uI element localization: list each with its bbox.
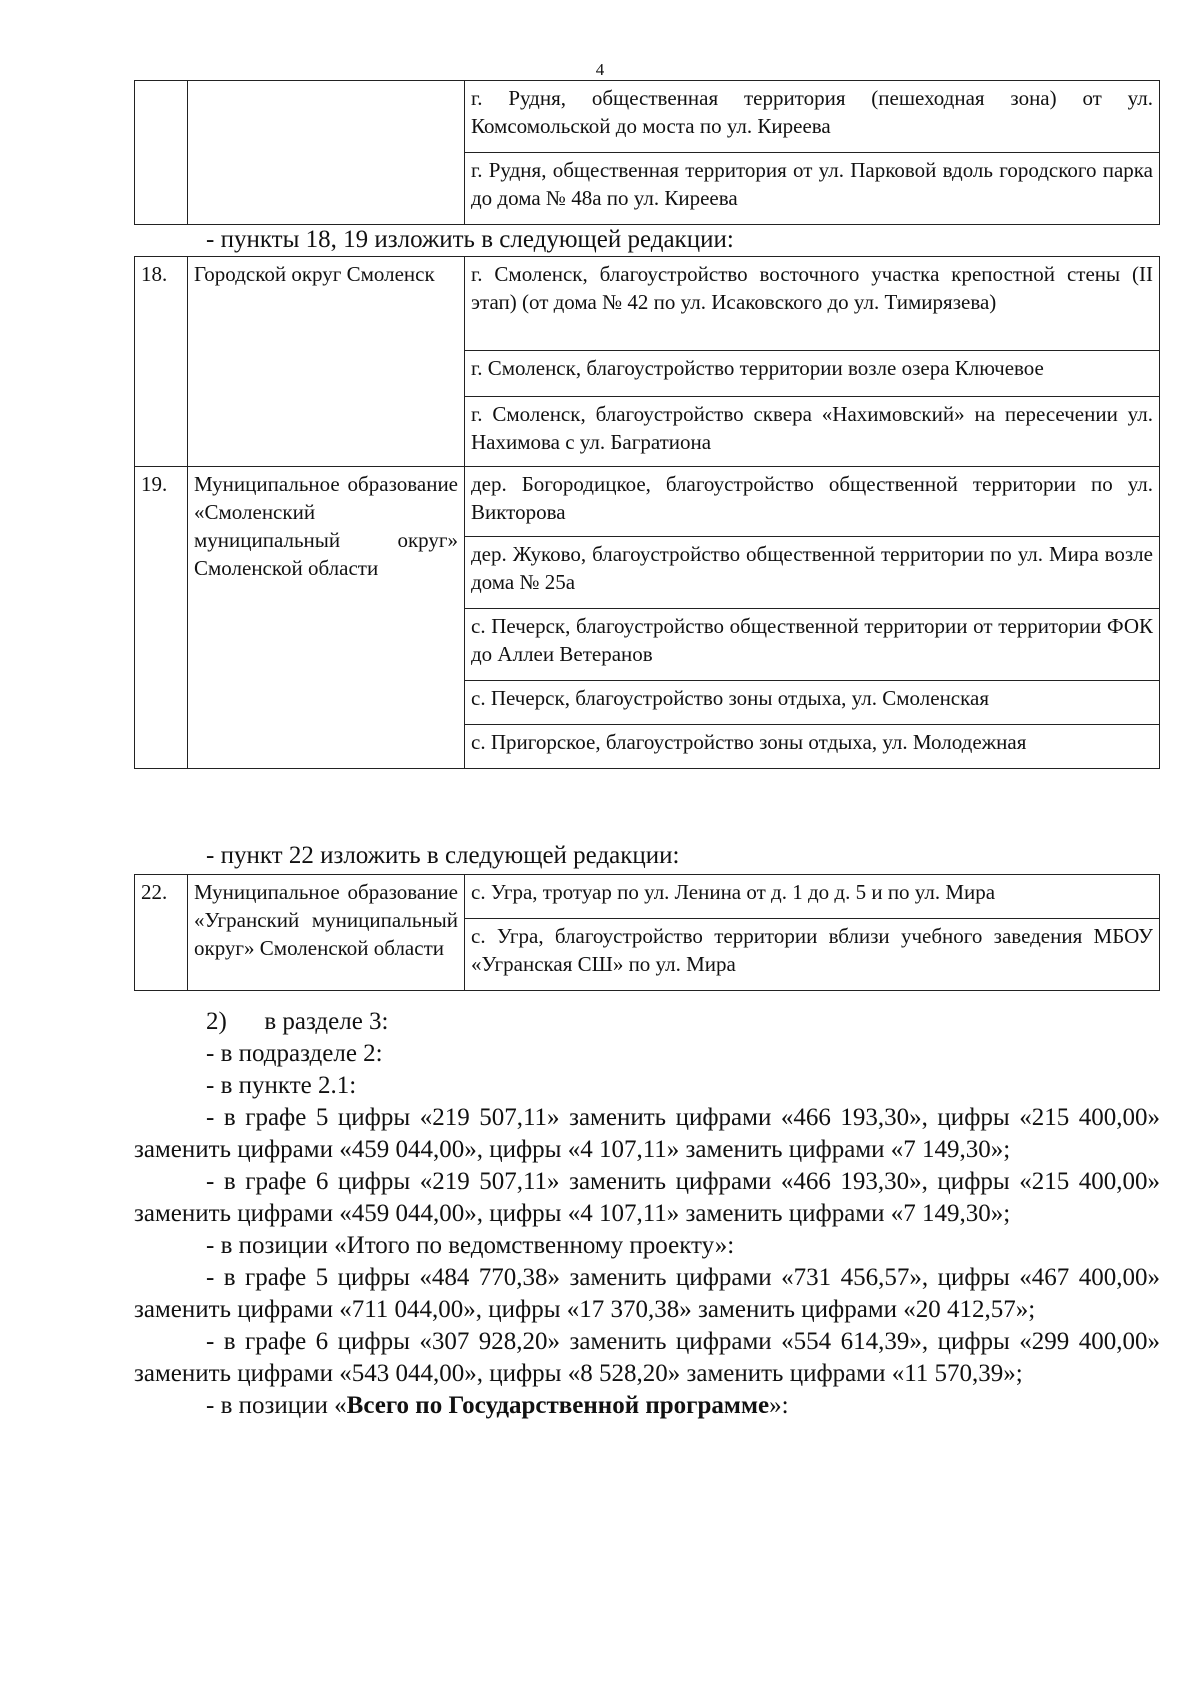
clause-line: - в пункте 2.1: bbox=[206, 1072, 357, 1099]
org-name: Муниципальное образование «Угранский муниципальный округ» Смоленской области bbox=[188, 875, 465, 991]
position-line-total bbox=[134, 1390, 1160, 1422]
bold-title: Всего по Государственной программе bbox=[346, 1392, 770, 1419]
territory-cell: г. Рудня, общественная территория (пешеходная зона) от ул. Комсомольской до моста по ул. Киреева bbox=[465, 81, 1160, 153]
paragraph: - в графе 6 цифры «307 928,20» заменить цифрами «554 614,39», цифры «299 400,00» заменить цифрами «543 044,00», цифры «8 528,20» заменить цифрами «11 570,39»; bbox=[134, 1328, 1160, 1387]
paragraph: - в графе 5 цифры «484 770,38» заменить цифрами «731 456,57», цифры «467 400,00» заменить цифрами «711 044,00», цифры «17 370,38» заменить цифрами «20 412,57»; bbox=[134, 1264, 1160, 1323]
num-cell bbox=[135, 81, 188, 225]
text-prefix: - в позиции « bbox=[206, 1392, 347, 1419]
row-number: 19. bbox=[135, 467, 188, 769]
territory-cell: с. Угра, тротуар по ул. Ленина от д. 1 до д. 5 и по ул. Мира bbox=[465, 875, 1160, 919]
row-number: 22. bbox=[135, 875, 188, 991]
subsection-line: - в подразделе 2: bbox=[206, 1040, 383, 1067]
org-cell bbox=[188, 81, 465, 225]
note-point-22: - пункт 22 изложить в следующей редакции: bbox=[206, 842, 680, 869]
note-points-18-19: - пункты 18, 19 изложить в следующей редакции: bbox=[206, 226, 734, 253]
row-number: 18. bbox=[135, 257, 188, 467]
territory-cell: дер. Жуково, благоустройство общественной территории по ул. Мира возле дома № 25а bbox=[465, 537, 1160, 609]
territory-cell: г. Смоленск, благоустройство восточного участка крепостной стены (II этап) (от дома № 42 по ул. Исаковского до ул. Тимирязева) bbox=[465, 257, 1160, 351]
position-line: - в позиции «Итого по ведомственному проекту»: bbox=[206, 1232, 735, 1259]
territory-cell: дер. Богородицкое, благоустройство общественной территории по ул. Викторова bbox=[465, 467, 1160, 537]
territory-cell: с. Печерск, благоустройство зоны отдыха, ул. Смоленская bbox=[465, 681, 1160, 725]
page-number: 4 bbox=[595, 60, 605, 79]
territory-cell: с. Пригорское, благоустройство зоны отдыха, ул. Молодежная bbox=[465, 725, 1160, 769]
section-line: 2) в разделе 3: bbox=[206, 1008, 389, 1035]
table-continuation bbox=[134, 80, 1160, 225]
amendment-text bbox=[134, 1006, 1160, 1422]
paragraph: - в графе 6 цифры «219 507,11» заменить цифрами «466 193,30», цифры «215 400,00» заменить цифрами «459 044,00», цифры «4 107,11» заменить цифрами «7 149,30»; bbox=[134, 1168, 1160, 1227]
text-suffix: »: bbox=[769, 1392, 789, 1419]
table-points-18-19 bbox=[134, 256, 1160, 769]
territory-cell: с. Угра, благоустройство территории вблизи учебного заведения МБОУ «Угранская СШ» по ул. Мира bbox=[465, 919, 1160, 991]
territory-cell: г. Смоленск, благоустройство сквера «Нахимовский» на пересечении ул. Нахимова с ул. Багратиона bbox=[465, 397, 1160, 467]
paragraph: - в графе 5 цифры «219 507,11» заменить цифрами «466 193,30», цифры «215 400,00» заменить цифрами «459 044,00», цифры «4 107,11» заменить цифрами «7 149,30»; bbox=[134, 1104, 1160, 1163]
org-name: Городской округ Смоленск bbox=[188, 257, 465, 467]
territory-cell: г. Рудня, общественная территория от ул. Парковой вдоль городского парка до дома № 48а по ул. Киреева bbox=[465, 153, 1160, 225]
territory-cell: г. Смоленск, благоустройство территории возле озера Ключевое bbox=[465, 351, 1160, 397]
territory-cell: с. Печерск, благоустройство общественной территории от территории ФОК до Аллеи Ветеранов bbox=[465, 609, 1160, 681]
org-name: Муниципальное образование «Смоленский муниципальный округ» Смоленской области bbox=[188, 467, 465, 769]
table-point-22 bbox=[134, 874, 1160, 991]
